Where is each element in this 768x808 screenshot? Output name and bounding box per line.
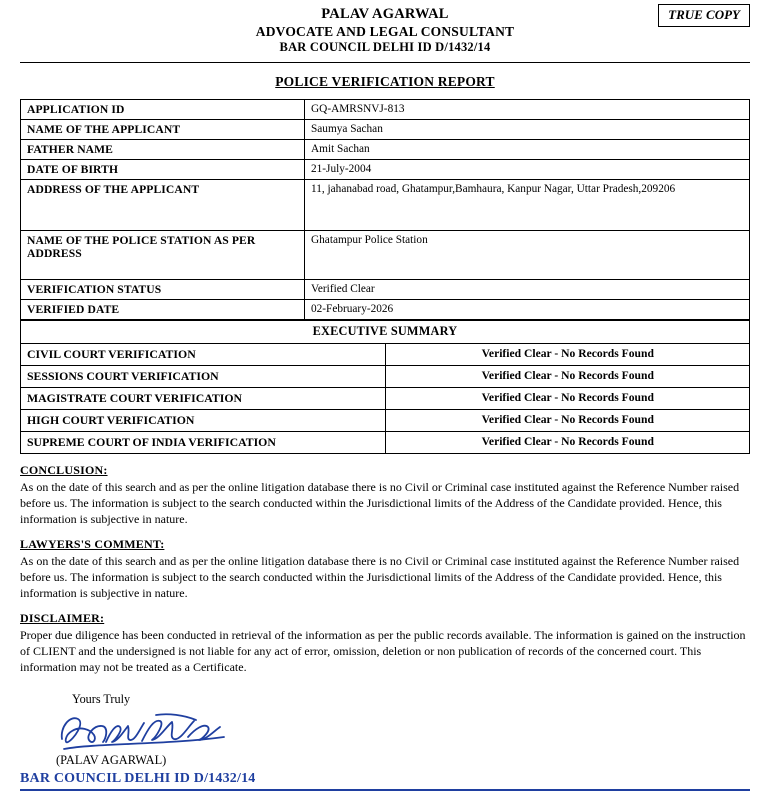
- table-row: [21, 140, 750, 160]
- table-row: [21, 432, 750, 454]
- status-badge: Verified Clear - No Records Found: [385, 432, 750, 454]
- table-row: [21, 280, 750, 300]
- conclusion-title: CONCLUSION:: [20, 463, 108, 478]
- table-row: [21, 180, 750, 231]
- executive-summary-table: [20, 320, 750, 454]
- field-value: 11, jahanabad road, Ghatampur,Bamhaura, Kanpur Nagar, Uttar Pradesh,209206: [305, 180, 750, 231]
- disclaimer-title: DISCLAIMER:: [20, 611, 105, 626]
- table-row: [21, 300, 750, 320]
- field-label: DATE OF BIRTH: [21, 160, 305, 180]
- conclusion-text: As on the date of this search and as per the online litigation database there is no Civil or Criminal case instituted against the Reference Number raised before us. The information is subject to the search conducted within the Jurisdictional limits of the Address of the Candidate provided. Hence, this information is subjective in nature.: [20, 480, 740, 527]
- disclaimer-text: Proper due diligence has been conducted in retrieval of the information as per the public records available. The information is gained on the instruction of CLIENT and the undersigned is not liable for any act of error, omission, deletion or non publication of records of the concerned court. This information may not be treated as a Certificate.: [20, 628, 746, 675]
- field-label: APPLICATION ID: [21, 100, 305, 120]
- yours-truly-label: Yours Truly: [72, 691, 131, 706]
- advocate-name: PALAV AGARWAL: [321, 6, 449, 22]
- field-label: NAME OF THE APPLICANT: [21, 120, 305, 140]
- field-label: MAGISTRATE COURT VERIFICATION: [21, 388, 386, 410]
- field-label: NAME OF THE POLICE STATION AS PER ADDRESS: [21, 231, 305, 280]
- field-label: SUPREME COURT OF INDIA VERIFICATION: [21, 432, 386, 454]
- lawyers-comment-text: As on the date of this search and as per the online litigation database there is no Civil or Criminal case instituted against the Reference Number raised before us. The information is subject to the search conducted within the Jurisdictional limits of the Address of the Candidate provided. Hence, this information is subjective in nature.: [20, 554, 740, 601]
- field-label: VERIFICATION STATUS: [21, 280, 305, 300]
- table-row: [21, 344, 750, 366]
- field-value: Saumya Sachan: [305, 120, 750, 140]
- table-row: [21, 160, 750, 180]
- field-label: SESSIONS COURT VERIFICATION: [21, 366, 386, 388]
- conclusion-section: [20, 463, 750, 528]
- executive-summary-heading: EXECUTIVE SUMMARY: [21, 321, 750, 344]
- applicant-info-table: [20, 99, 750, 320]
- table-row: [21, 231, 750, 280]
- true-copy-stamp: TRUE COPY: [658, 4, 750, 27]
- field-value: Amit Sachan: [305, 140, 750, 160]
- document-header: [20, 6, 750, 55]
- advocate-role: ADVOCATE AND LEGAL CONSULTANT: [255, 23, 515, 39]
- status-badge: Verified Clear - No Records Found: [385, 344, 750, 366]
- field-label: ADDRESS OF THE APPLICANT: [21, 180, 305, 231]
- status-badge: Verified Clear - No Records Found: [385, 388, 750, 410]
- field-label: CIVIL COURT VERIFICATION: [21, 344, 386, 366]
- page-title: POLICE VERIFICATION REPORT: [275, 74, 495, 90]
- field-value: GQ-AMRSNVJ-813: [305, 100, 750, 120]
- table-row: [21, 120, 750, 140]
- field-value: 21-July-2004: [305, 160, 750, 180]
- signature-image: [56, 709, 750, 755]
- field-value: Ghatampur Police Station: [305, 231, 750, 280]
- field-label: VERIFIED DATE: [21, 300, 305, 320]
- field-label: FATHER NAME: [21, 140, 305, 160]
- lawyers-comment-title: LAWYERS'S COMMENT:: [20, 537, 165, 552]
- signature-name: (PALAV AGARWAL): [56, 752, 167, 767]
- footer-bar-council-id: BAR COUNCIL DELHI ID D/1432/14: [20, 771, 750, 791]
- lawyers-comment-section: [20, 537, 750, 602]
- field-label: HIGH COURT VERIFICATION: [21, 410, 386, 432]
- table-row: [21, 388, 750, 410]
- disclaimer-section: [20, 611, 750, 676]
- bar-council-id: BAR COUNCIL DELHI ID D/1432/14: [279, 40, 491, 55]
- table-row: [21, 321, 750, 344]
- field-value: 02-February-2026: [305, 300, 750, 320]
- field-value: Verified Clear: [305, 280, 750, 300]
- table-row: [21, 100, 750, 120]
- table-row: [21, 366, 750, 388]
- table-row: [21, 410, 750, 432]
- header-divider: [20, 62, 750, 63]
- status-badge: Verified Clear - No Records Found: [385, 410, 750, 432]
- status-badge: Verified Clear - No Records Found: [385, 366, 750, 388]
